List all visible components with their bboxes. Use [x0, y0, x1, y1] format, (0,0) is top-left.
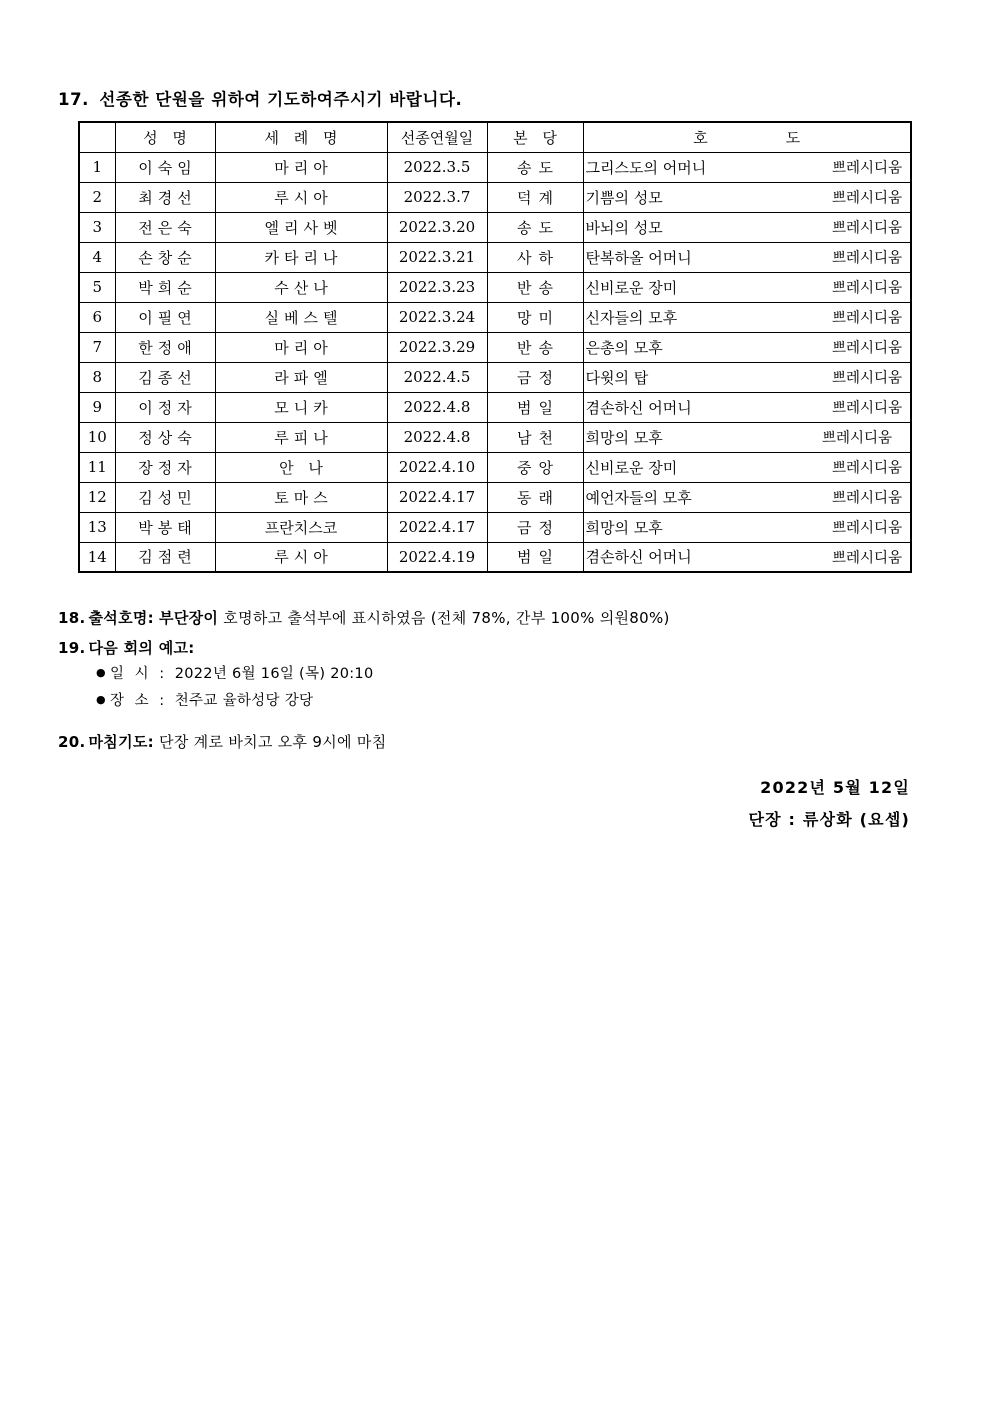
section-18-key: 출석호명:	[88, 609, 154, 627]
row-index: 10	[79, 422, 115, 452]
table-row	[79, 362, 911, 392]
row-death-date: 2022.4.10	[387, 452, 487, 482]
row-death-date: 2022.4.17	[387, 512, 487, 542]
row-parish: 송도	[487, 212, 583, 242]
list-item	[96, 660, 373, 687]
section-20-number: 20.	[58, 733, 86, 751]
row-title	[583, 212, 911, 242]
table-row	[79, 242, 911, 272]
table-header-row	[79, 122, 911, 152]
header-baptismal-name: 세 례 명	[215, 122, 387, 152]
row-parish: 망미	[487, 302, 583, 332]
row-index: 4	[79, 242, 115, 272]
bullet-icon: ●	[96, 693, 106, 706]
row-parish: 범일	[487, 392, 583, 422]
row-name: 이정자	[115, 392, 215, 422]
row-death-date: 2022.3.20	[387, 212, 487, 242]
section-18-line	[58, 607, 670, 628]
row-title-text: 예언자들의 모후	[585, 488, 692, 507]
section-19-bullet-list	[96, 660, 373, 714]
row-parish: 동래	[487, 482, 583, 512]
row-parish: 송도	[487, 152, 583, 182]
row-praesidium: 쁘레시디움	[831, 160, 902, 177]
table-row	[79, 542, 911, 572]
section-19-number: 19.	[58, 639, 86, 657]
row-praesidium: 쁘레시디움	[831, 490, 902, 507]
row-death-date: 2022.3.5	[387, 152, 487, 182]
row-death-date: 2022.3.29	[387, 332, 487, 362]
row-baptismal-name: 프란치스코	[215, 512, 387, 542]
header-death-date: 선종연월일	[387, 122, 487, 152]
row-title	[583, 152, 911, 182]
row-name: 정상숙	[115, 422, 215, 452]
section-18-number: 18.	[58, 609, 86, 627]
signature-date: 2022년 5월 12일	[760, 778, 910, 797]
header-title-ho: 호	[693, 128, 708, 147]
section-17-heading	[58, 86, 462, 110]
row-title	[583, 272, 911, 302]
section-20-value: 단장 계로 바치고 오후 9시에 마침	[159, 733, 387, 751]
table-row	[79, 212, 911, 242]
row-title	[583, 422, 911, 452]
row-title-text: 겸손하신 어머니	[585, 398, 692, 417]
section-19-key: 다음 회의 예고:	[88, 639, 195, 657]
row-parish: 남천	[487, 422, 583, 452]
row-name: 전은숙	[115, 212, 215, 242]
row-baptismal-name: 루시아	[215, 182, 387, 212]
section-17-number: 17.	[58, 90, 90, 109]
row-title-text: 신비로운 장미	[585, 458, 678, 477]
row-index: 13	[79, 512, 115, 542]
row-death-date: 2022.3.23	[387, 272, 487, 302]
row-baptismal-name: 수산나	[215, 272, 387, 302]
header-title-do: 도	[785, 128, 801, 147]
row-baptismal-name: 토마스	[215, 482, 387, 512]
signature-name: 단장 : 류상화 (요셉)	[748, 810, 910, 829]
row-baptismal-name: 마리아	[215, 332, 387, 362]
row-title-text: 탄복하올 어머니	[585, 248, 692, 267]
row-parish: 반송	[487, 272, 583, 302]
row-praesidium: 쁘레시디움	[831, 550, 902, 567]
row-index: 9	[79, 392, 115, 422]
row-baptismal-name: 안 나	[215, 452, 387, 482]
row-title	[583, 452, 911, 482]
row-baptismal-name: 실베스텔	[215, 302, 387, 332]
row-index: 5	[79, 272, 115, 302]
row-death-date: 2022.3.21	[387, 242, 487, 272]
row-title	[583, 392, 911, 422]
row-death-date: 2022.4.17	[387, 482, 487, 512]
list-item-value: 2022년 6월 16일 (목) 20:10	[174, 666, 374, 682]
row-title-text: 다윗의 탑	[585, 368, 649, 387]
row-baptismal-name: 루시아	[215, 542, 387, 572]
row-title-text: 희망의 모후	[585, 428, 663, 447]
row-title-text: 신자들의 모후	[585, 308, 678, 327]
header-title	[583, 122, 911, 152]
row-name: 한정애	[115, 332, 215, 362]
row-name: 김성민	[115, 482, 215, 512]
row-death-date: 2022.4.5	[387, 362, 487, 392]
row-name: 이숙임	[115, 152, 215, 182]
row-parish: 범일	[487, 542, 583, 572]
list-item-label: 장 소 :	[110, 693, 175, 709]
row-parish: 금정	[487, 362, 583, 392]
section-19-line	[58, 637, 195, 658]
row-death-date: 2022.4.8	[387, 392, 487, 422]
row-title	[583, 302, 911, 332]
list-item	[96, 687, 373, 714]
row-index: 2	[79, 182, 115, 212]
row-baptismal-name: 라파엘	[215, 362, 387, 392]
row-name: 김점련	[115, 542, 215, 572]
row-title-text: 신비로운 장미	[585, 278, 678, 297]
table-row	[79, 152, 911, 182]
row-baptismal-name: 마리아	[215, 152, 387, 182]
row-title	[583, 512, 911, 542]
row-title-text: 은총의 모후	[585, 338, 663, 357]
section-20-key: 마침기도:	[88, 733, 154, 751]
row-baptismal-name: 엘리사벳	[215, 212, 387, 242]
memorial-table-body	[79, 122, 911, 572]
row-title-text: 희망의 모후	[585, 518, 663, 537]
table-row	[79, 422, 911, 452]
row-praesidium: 쁘레시디움	[831, 520, 902, 537]
row-title-text: 바뇌의 성모	[585, 218, 663, 237]
row-name: 김종선	[115, 362, 215, 392]
section-18-value: 호명하고 출석부에 표시하였음 (전체 78%, 간부 100% 의원80%)	[223, 609, 670, 627]
row-praesidium: 쁘레시디움	[831, 400, 902, 417]
row-praesidium: 쁘레시디움	[831, 250, 902, 267]
row-title	[583, 332, 911, 362]
row-name: 장정자	[115, 452, 215, 482]
row-praesidium: 쁘레시디움	[831, 370, 902, 387]
table-row	[79, 392, 911, 422]
row-praesidium: 쁘레시디움	[831, 220, 902, 237]
table-row	[79, 482, 911, 512]
row-praesidium: 쁘레시디움	[831, 310, 902, 327]
row-parish: 금정	[487, 512, 583, 542]
row-index: 3	[79, 212, 115, 242]
row-praesidium: 쁘레시디움	[821, 430, 892, 447]
row-death-date: 2022.3.7	[387, 182, 487, 212]
row-index: 7	[79, 332, 115, 362]
header-parish: 본 당	[487, 122, 583, 152]
row-death-date: 2022.3.24	[387, 302, 487, 332]
row-title	[583, 482, 911, 512]
row-index: 6	[79, 302, 115, 332]
row-death-date: 2022.4.8	[387, 422, 487, 452]
bullet-icon: ●	[96, 666, 106, 679]
table-row	[79, 272, 911, 302]
section-18-bold-part: 부단장이	[159, 609, 219, 627]
row-name: 손창순	[115, 242, 215, 272]
signature-block	[748, 772, 910, 836]
row-name: 박봉태	[115, 512, 215, 542]
section-20-line	[58, 731, 387, 752]
row-index: 1	[79, 152, 115, 182]
row-index: 8	[79, 362, 115, 392]
row-death-date: 2022.4.19	[387, 542, 487, 572]
row-praesidium: 쁘레시디움	[831, 280, 902, 297]
row-title	[583, 542, 911, 572]
row-parish: 덕계	[487, 182, 583, 212]
row-index: 12	[79, 482, 115, 512]
row-baptismal-name: 루피나	[215, 422, 387, 452]
memorial-table-container	[78, 121, 910, 573]
row-praesidium: 쁘레시디움	[831, 190, 902, 207]
row-title-text: 그리스도의 어머니	[585, 158, 707, 177]
row-name: 이필연	[115, 302, 215, 332]
row-name: 최경선	[115, 182, 215, 212]
row-title	[583, 182, 911, 212]
table-row	[79, 332, 911, 362]
list-item-label: 일 시 :	[110, 666, 175, 682]
row-index: 11	[79, 452, 115, 482]
row-index: 14	[79, 542, 115, 572]
header-index	[79, 122, 115, 152]
row-parish: 중앙	[487, 452, 583, 482]
section-17-text: 선종한 단원을 위하여 기도하여주시기 바랍니다.	[99, 90, 463, 109]
table-row	[79, 452, 911, 482]
memorial-table	[78, 121, 912, 573]
row-praesidium: 쁘레시디움	[831, 340, 902, 357]
row-praesidium: 쁘레시디움	[831, 460, 902, 477]
row-name: 박희순	[115, 272, 215, 302]
table-row	[79, 302, 911, 332]
row-parish: 반송	[487, 332, 583, 362]
table-row	[79, 182, 911, 212]
row-title	[583, 362, 911, 392]
row-title	[583, 242, 911, 272]
table-row	[79, 512, 911, 542]
row-baptismal-name: 카타리나	[215, 242, 387, 272]
row-parish: 사하	[487, 242, 583, 272]
list-item-value: 천주교 율하성당 강당	[174, 693, 314, 709]
row-title-text: 기쁨의 성모	[585, 188, 663, 207]
row-title-text: 겸손하신 어머니	[585, 548, 692, 567]
row-baptismal-name: 모니카	[215, 392, 387, 422]
header-name: 성 명	[115, 122, 215, 152]
